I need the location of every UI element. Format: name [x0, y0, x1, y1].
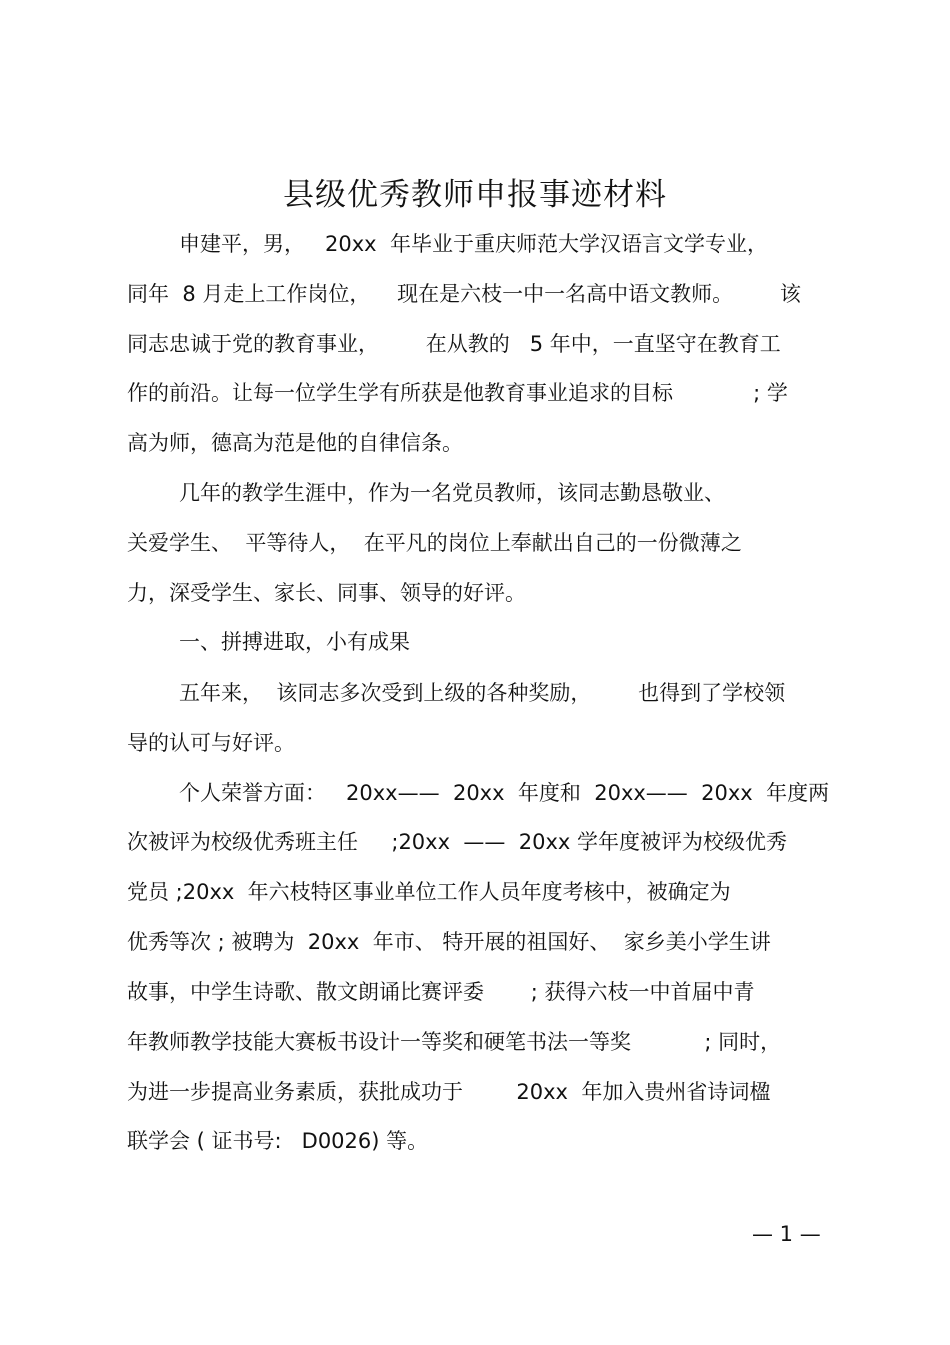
document-title: 县级优秀教师申报事迹材料 [283, 177, 667, 213]
body-line: 同志忠诚于党的教育事业， 在从教的 5 年中，一直坚守在教育工 [127, 332, 781, 356]
section-heading: 一、拼搏进取，小有成果 [179, 630, 410, 654]
body-line: 五年来， 该同志多次受到上级的各种奖励， 也得到了学校领 [179, 681, 786, 705]
body-line: 次被评为校级优秀班主任 ;20xx —— 20xx 学年度被评为校级优秀 [127, 830, 787, 854]
body-line: 同年 8 月走上工作岗位， 现在是六枝一中一名高中语文教师。 该 [127, 282, 801, 306]
body-line: 党员 ;20xx 年六枝特区事业单位工作人员年度考核中，被确定为 [127, 880, 731, 904]
body-line: 故事，中学生诗歌、散文朗诵比赛评委 ; 获得六枝一中首届中青 [127, 980, 755, 1004]
body-line: 关爱学生、 平等待人， 在平凡的岗位上奉献出自己的一份微薄之 [127, 531, 742, 555]
body-line: 导的认可与好评。 [127, 731, 295, 755]
body-line: 年教师教学技能大赛板书设计一等奖和硬笔书法一等奖 ; 同时， [127, 1030, 782, 1054]
body-line: 优秀等次 ; 被聘为 20xx 年市、 特开展的祖国好、 家乡美小学生讲 [127, 930, 771, 954]
body-line: 力，深受学生、家长、同事、领导的好评。 [127, 581, 526, 605]
body-line: 申建平，男， 20xx 年毕业于重庆师范大学汉语言文学专业， [179, 232, 768, 256]
body-line: 作的前沿。让每一位学生学有所获是他教育事业追求的目标 ; 学 [127, 381, 788, 405]
body-line: 联学会 ( 证书号: D0026) 等。 [127, 1129, 429, 1153]
body-line: 为进一步提高业务素质，获批成功于 20xx 年加入贵州省诗词楹 [127, 1080, 771, 1104]
body-line: 高为师，德高为范是他的自律信条。 [127, 431, 463, 455]
page-number: — 1 — [752, 1222, 821, 1246]
body-line: 几年的教学生涯中，作为一名党员教师，该同志勤恳敬业、 [179, 481, 725, 505]
body-line: 个人荣誉方面： 20xx—— 20xx 年度和 20xx—— 20xx 年度两 [179, 781, 830, 805]
